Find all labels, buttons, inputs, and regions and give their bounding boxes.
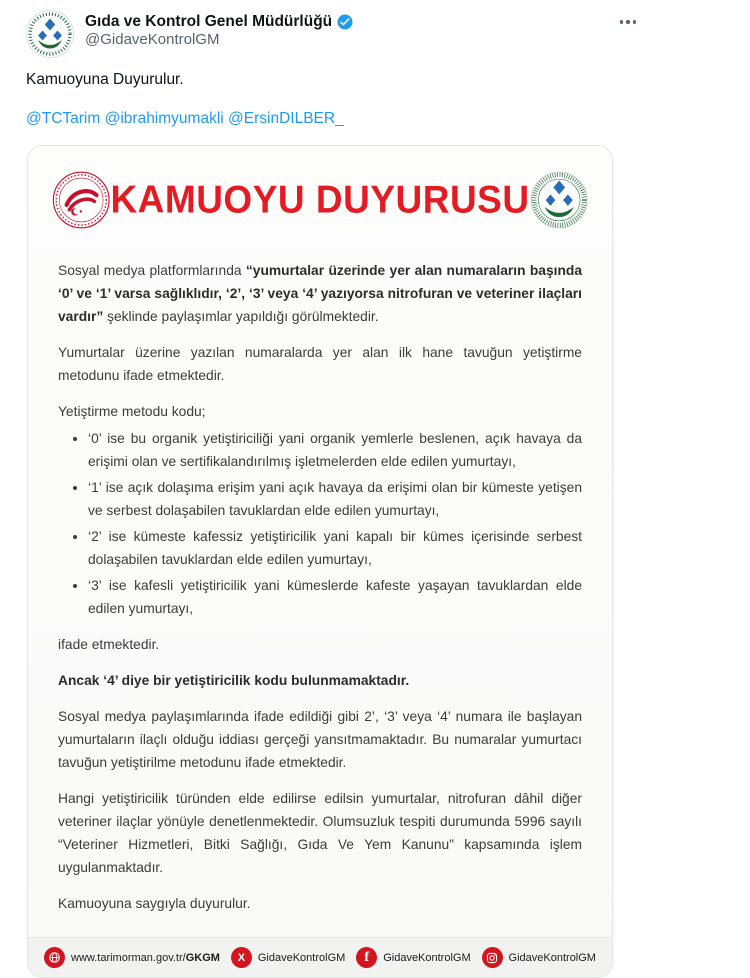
author-handle[interactable]: @GidaveKontrolGM xyxy=(85,31,220,49)
author-block xyxy=(85,10,354,50)
list-item-code-2: • ‘2’ ise kümeste kafessiz yetiştiricilik yani kapalı bir kümes içerisinde serbest dolaşabilen tavuklardan elde edilen yumurtayı, xyxy=(88,525,582,571)
more-dot xyxy=(633,20,637,24)
list-item-code-0: • ‘0’ ise bu organik yetiştiriciliği yani organik yemlerle beslenen, açık havaya da erişimi olan ve sertifikalandırılmış işletmelerden elde edilen yumurtayı, xyxy=(88,427,582,473)
author-name[interactable]: Gıda ve Kontrol Genel Müdürlüğü xyxy=(85,13,333,30)
verified-badge-icon xyxy=(336,13,354,31)
closing-line: Kamuoyuna saygıyla duyurulur. xyxy=(58,896,251,912)
gkgm-logo-icon xyxy=(530,160,588,240)
announcement-body xyxy=(28,242,612,927)
x-twitter-icon: X xyxy=(231,947,252,968)
claim-paragraph: Sosyal medya paylaşımlarında ifade edildiği gibi 2’, ‘3’ veya ‘4’ numara ile başlayan yumurtaların ilaçlı olduğu iddiası gerçeği yansıtmamaktadır. Bu numaralar yumurtacı tavuğun yetiştirilme metodunu ifade etmektedir. xyxy=(58,709,582,771)
globe-icon xyxy=(44,947,65,968)
more-dot xyxy=(626,20,630,24)
method-heading: Yetiştirme metodu kodu; xyxy=(58,404,206,420)
more-button[interactable] xyxy=(612,10,644,34)
announcement-title: KAMUOYU DUYURUSU xyxy=(110,178,530,222)
mention-link-ersindilber[interactable]: @ErsinDILBER_ xyxy=(228,110,344,128)
footer-x-handle: GidaveKontrolGM xyxy=(257,951,346,964)
tweet-text: Kamuoyuna Duyurulur. xyxy=(26,71,184,88)
list-item-code-3: • ‘3’ ise kafesli yetiştiricilik yani kümeslerde kafeste yaşayan tavuklardan elde edilen yumurtayı, xyxy=(88,574,582,620)
footer-facebook-item xyxy=(356,947,470,968)
footer-instagram-handle: GidaveKontrolGM xyxy=(508,951,596,964)
footer-instagram-item xyxy=(482,947,596,968)
intro-lead: Sosyal medya platformlarında xyxy=(58,263,246,279)
gkgm-avatar-logo xyxy=(26,10,74,58)
intro-bold-claim: “yumurtalar üzerinde yer alan numaraların başında ‘0’ ve ‘1’ varsa sağlıklıdır, ‘2’, ‘3’ veya ‘4’ yazıyorsa nitrofuran ve veteriner ilaçları vardır” xyxy=(58,263,582,325)
list-item-code-1: • ‘1’ ise açık dolaşıma erişim yani açık havaya da erişimi olan bir kümeste yetişen ve serbest dolaşabilen tavuklardan elde edilen yumurtayı, xyxy=(88,476,582,522)
intro-tail: şeklinde paylaşımlar yapıldığı görülmektedir. xyxy=(103,309,379,325)
more-dot xyxy=(620,20,624,24)
first-digit-paragraph: Yumurtalar üzerine yazılan numaralarda yer alan ilk hane tavuğun yetiştirme metodunu ifade etmektedir. xyxy=(58,345,582,384)
footer-x-item xyxy=(231,947,345,968)
mention-link-ibrahimyumakli[interactable]: @ibrahimyumakli xyxy=(104,110,224,128)
announcement-header xyxy=(28,146,612,242)
bullets-outro: ifade etmektedir. xyxy=(58,637,160,653)
avatar[interactable] xyxy=(26,10,74,58)
instagram-icon xyxy=(482,947,503,968)
footer-website-item xyxy=(44,947,220,968)
tweet-mentions xyxy=(26,109,750,129)
intro-paragraph xyxy=(58,259,582,328)
control-paragraph: Hangi yetiştiricilik türünden elde edilirse edilsin yumurtalar, nitrofuran dâhil diğer veteriner ilaçlar yönüyle denetlenmektedir. Olumsuzluk tespiti durumunda 5996 sayılı “Veteriner Hizmetleri, Bitki Sağlığı, Gıda Ve Yem Kanunu” kapsamında işlem uygulanmaktadır. xyxy=(58,791,582,876)
footer-facebook-handle: GidaveKontrolGM xyxy=(383,951,471,964)
mention-link-tctarim[interactable]: @TCTarim xyxy=(26,110,101,128)
announcement-footer-bar xyxy=(28,937,612,977)
ministry-seal-icon xyxy=(52,160,110,240)
attached-announcement-image[interactable] xyxy=(27,145,613,978)
footer-website-label: www.tarimorman.gov.tr/GKGM xyxy=(71,951,220,964)
no-code4-statement: Ancak ‘4’ diye bir yetiştiricilik kodu bulunmamaktadır. xyxy=(58,673,410,689)
method-code-list xyxy=(58,427,582,620)
facebook-icon: f xyxy=(356,947,377,968)
